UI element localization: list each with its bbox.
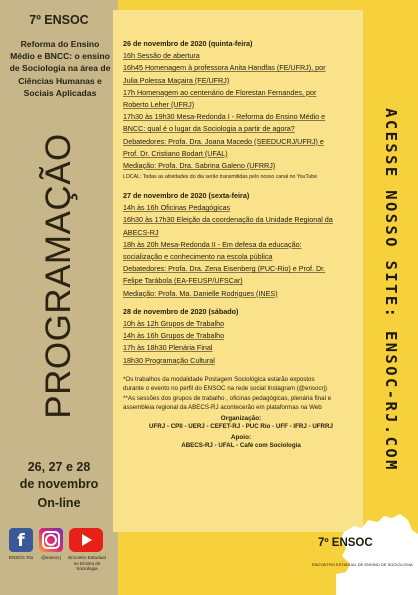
- day3-heading: 28 de novembro de 2020 (sábado): [123, 306, 239, 316]
- schedule-line: 14h às 16h Oficinas Pedagógicas: [123, 203, 231, 213]
- schedule-line: ABECS-RJ: [123, 227, 159, 237]
- schedule-line: 17h Homenagem ao centenário de Florestan Fernandes, por: [123, 87, 317, 97]
- footnotes: *Os trabalhos da modalidade Postagem Sociológica estarão expostos durante o evento no perfil do ENSOC na rede social Instagram (@ensocrj) **As sessões dos grupos de trabalho , oficinas pedagógicas, plenária final e assembleia regional da ABECS-RJ acontecerão em plataformas na Web: [123, 375, 332, 411]
- online-label: On-line: [37, 496, 81, 510]
- schedule-line: 17h30 às 19h30 Mesa-Redonda I - Reforma do Ensino Médio e: [123, 112, 326, 122]
- schedule-line: BNCC: qual é o lugar da Sociologia a partir de agora?: [123, 124, 295, 134]
- schedule-line: Roberto Leher (UFRJ): [123, 99, 195, 109]
- schedule-line: Mediação: Profa. Dra. Sabrina Galeno (UFRRJ): [123, 160, 276, 170]
- event-title: 7º ENSOC: [29, 13, 89, 27]
- rio-state-map-icon: [336, 512, 418, 595]
- youtube-icon[interactable]: [69, 528, 103, 552]
- facebook-label: ENSOC Rio: [8, 555, 34, 560]
- day1-heading: 26 de novembro de 2020 (quinta-feira): [123, 39, 253, 48]
- youtube-label: Encontro Estadual no Ensino de Sociologia: [68, 555, 106, 571]
- schedule-line: 16h45 Homenagem à professora Anita Handfas (FE/UFRJ), por: [123, 63, 326, 73]
- schedule-line: Julia Polessa Maçaira (FE/UFRJ): [123, 75, 230, 85]
- schedule-line: socialização e conhecimento na escola pública: [123, 252, 273, 261]
- schedule-line: 14h às 16h Grupos de Trabalho: [123, 331, 225, 341]
- schedule-line: Debatedores: Profa. Dra. Zena Eisenberg (PUC-Rio) e Prof. Dr.: [123, 264, 326, 274]
- schedule-line: 16h Sessão de abertura: [123, 51, 200, 61]
- instagram-icon[interactable]: [39, 528, 63, 552]
- event-dates: 26, 27 e 28 de novembro: [19, 460, 99, 491]
- schedule-line: Prof. Dr. Cristiano Bodart (UFAL): [123, 148, 228, 158]
- local-note: LOCAL: Todas as atividades do dia serão transmitidas pelo nosso canal no YouTube: [123, 174, 318, 181]
- schedule-line: 18h às 20h Mesa-Redonda II - Em defesa da educação:: [123, 239, 302, 249]
- schedule-line: 18h30 Programação Cultural: [123, 355, 215, 365]
- event-subtitle: Reforma do Ensino Médio e BNCC: o ensino de Sociologia na área de Ciências Humanas e Sociais Aplicadas: [9, 39, 111, 98]
- schedule-line: Debatedores: Profa. Dra. Joana Macedo (SEEDUCRJ/UFRJ) e: [123, 136, 324, 146]
- schedule-line: 16h30 às 17h30 Eleição da coordenação da Unidade Regional da: [123, 215, 333, 225]
- facebook-icon[interactable]: f: [9, 528, 33, 552]
- programacao-vertical-title: PROGRAMAÇÃO: [39, 133, 78, 419]
- site-vertical-link[interactable]: ACESSE NOSSO SITE: ENSOC-RJ.COM: [382, 108, 400, 472]
- instagram-label: @ensocrj: [41, 555, 61, 560]
- schedule-line: 17h às 18h30 Plenária Final: [123, 343, 213, 353]
- program-content: [123, 38, 359, 450]
- apoio-label: Apoio:: [230, 434, 252, 442]
- schedule-line: Mediação: Profa. Ma. Danielle Rodrigues (INES): [123, 288, 278, 298]
- organizacao-label: Organização:: [220, 415, 262, 423]
- footer-badge-subtitle: ENCONTRO ESTADUAL DE ENSINO DE SOCIOLOGIA: [312, 562, 413, 567]
- schedule-line: 10h às 12h Grupos de Trabalho: [123, 318, 225, 328]
- footer-badge: 7º ENSOC: [318, 537, 373, 549]
- day2-heading: 27 de novembro de 2020 (sexta-feira): [123, 191, 250, 201]
- schedule-line: Felipe Tarábola (EA-FEUSP/UFSCar): [123, 276, 243, 286]
- organizacao-list: UFRJ - CPII - UERJ - CEFET-RJ - PUC Rio - UFF - IFRJ - UFRRJ: [149, 423, 333, 431]
- apoio-list: ABECS-RJ - UFAL - Café com Sociologia: [181, 442, 301, 450]
